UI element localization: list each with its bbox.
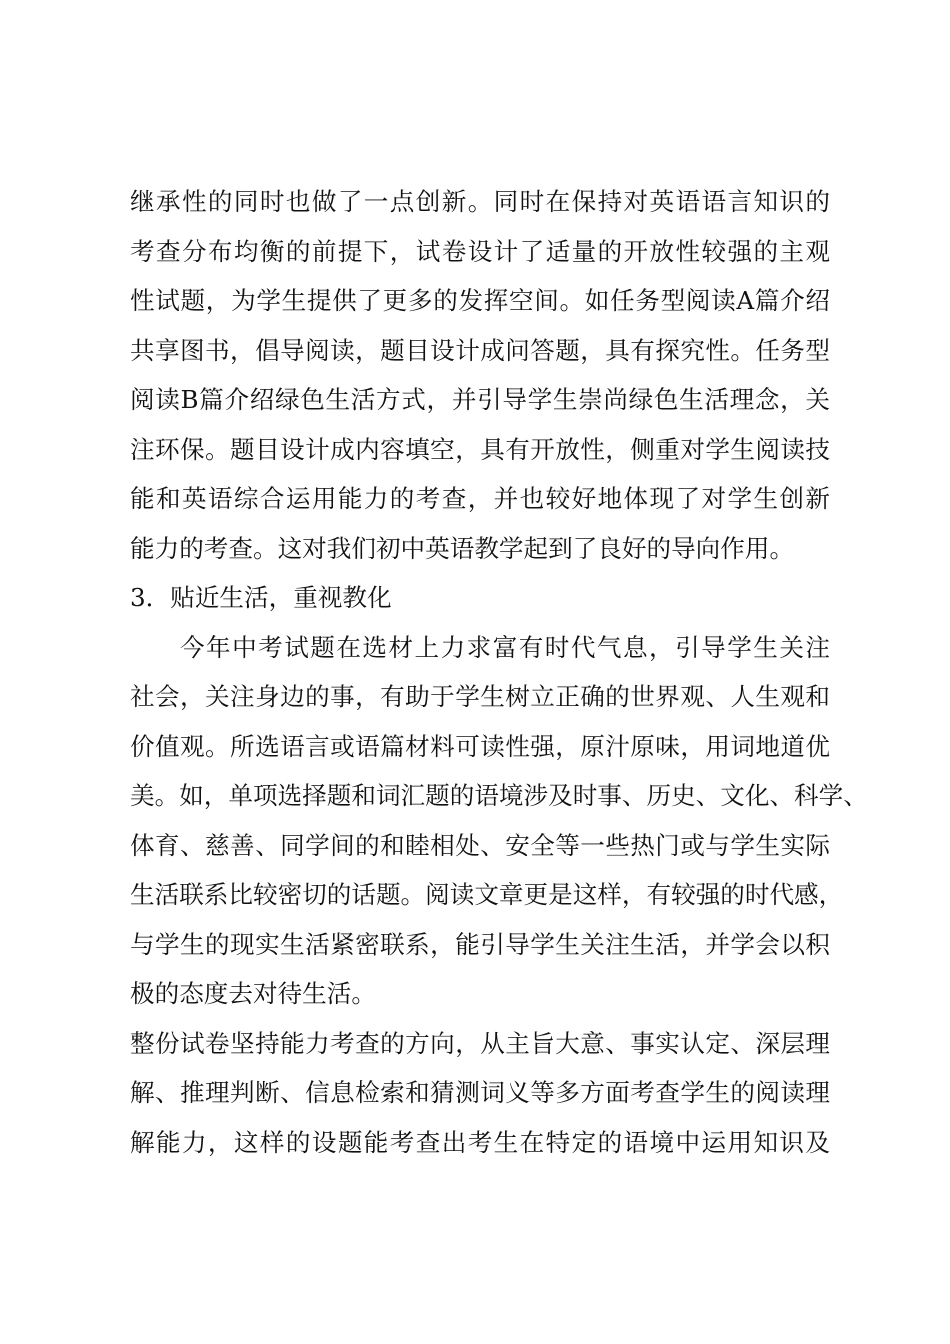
text-line: 解、推理判断、信息检索和猜测词义等多方面考查学生的阅读理 — [130, 1078, 830, 1107]
text-line: 生活联系比较密切的话题。阅读文章更是这样，有较强的时代感， — [130, 880, 844, 909]
text-line: 性试题，为学生提供了更多的发挥空间。如任务型阅读A篇介绍 — [130, 286, 830, 315]
text-line: 继承性的同时也做了一点创新。同时在保持对英语语言知识的 — [130, 187, 830, 216]
text-line: 美。如，单项选择题和词汇题的语境涉及时事、历史、文化、科学、 — [130, 781, 868, 810]
text-line: 极的态度去对待生活。 — [130, 979, 376, 1008]
text-line: 注环保。题目设计成内容填空，具有开放性，侧重对学生阅读技 — [130, 434, 830, 464]
text-line: 共享图书，倡导阅读，题目设计成问答题，具有探究性。任务型 — [130, 335, 830, 365]
text-line: 能力的考查。这对我们初中英语教学起到了良好的导向作用。 — [130, 533, 795, 563]
text-line: 社会，关注身边的事，有助于学生树立正确的世界观、人生观和 — [130, 682, 830, 711]
section-heading: 3．贴近生活，重视教化 — [130, 583, 392, 612]
text-line: 与学生的现实生活紧密联系，能引导学生关注生活，并学会以积 — [130, 929, 830, 959]
text-line: 阅读B篇介绍绿色生活方式，并引导学生崇尚绿色生活理念，关 — [130, 385, 830, 414]
text-line: 能和英语综合运用能力的考查，并也较好地体现了对学生创新 — [130, 484, 830, 513]
text-line: 整份试卷坚持能力考查的方向，从主旨大意、事实认定、深层理 — [130, 1028, 830, 1058]
text-line: 考查分布均衡的前提下，试卷设计了适量的开放性较强的主观 — [130, 236, 830, 266]
text-line: 价值观。所选语言或语篇材料可读性强，原汁原味，用词地道优 — [130, 731, 830, 761]
document-body — [130, 177, 868, 1167]
text-line: 体育、慈善、同学间的和睦相处、安全等一些热门或与学生实际 — [130, 830, 830, 860]
text-line: 解能力，这样的设题能考查出考生在特定的语境中运用知识及 — [130, 1127, 830, 1157]
text-line: 今年中考试题在选材上力求富有时代气息，引导学生关注 — [180, 632, 830, 662]
